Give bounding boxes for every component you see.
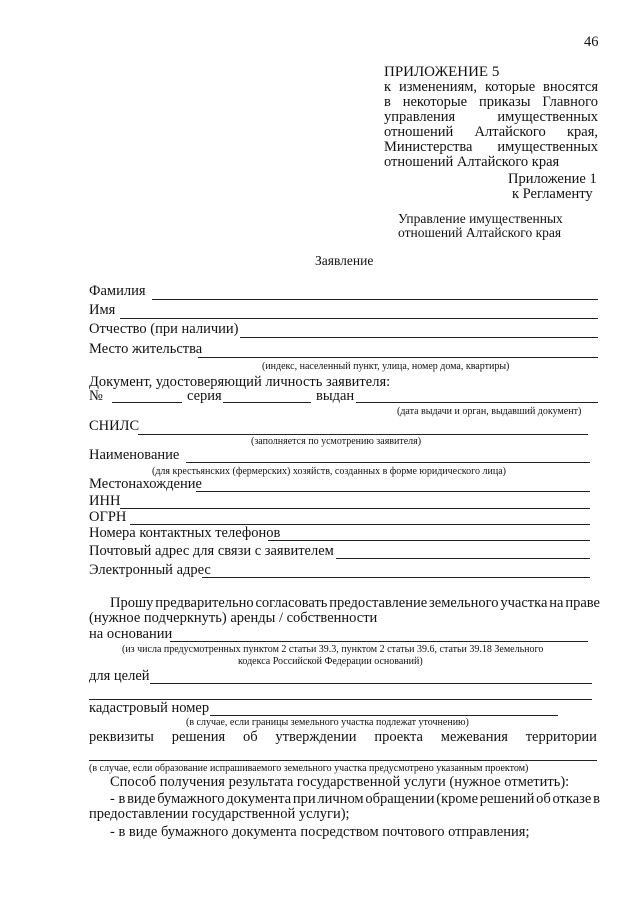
addressee-line2: отношений Алтайского края [398,225,562,240]
residence-hint: (индекс, населенный пункт, улица, номер дома, квартиры) [262,361,510,372]
method-word: - в [110,791,126,807]
residence-label: Место жительства [89,341,203,357]
phones-label: Номера контактных телефонов [89,525,281,541]
method-word: виде [127,791,156,807]
id-series-label: серия [187,388,222,404]
phones-field[interactable] [268,540,590,541]
cadastral-label: кадастровый номер [89,700,210,716]
method-word: решений [479,791,535,807]
method-word: бумажного [157,791,225,807]
basis-field[interactable] [170,641,588,642]
annex-line: в некоторые приказы Главного [384,94,598,110]
name-label: Имя [89,302,116,318]
id-issued-hint: (дата выдачи и орган, выдавший документ) [397,406,582,417]
request-line2: (нужное подчеркнуть) аренды / собственности [89,610,378,626]
basis-hint-line1: (из числа предусмотренных пунктом 2 статьи 39.3, пунктом 2 статьи 39.6, статьи 39.18 Земельного [122,644,544,655]
id-document-label: Документ, удостоверяющий личность заявителя: [89,374,391,390]
addressee-line1: Управление имущественных [398,211,563,226]
basis-hint-line2: кодекса Российской Федерации оснований) [238,656,423,667]
request-word: предоставление [329,595,428,611]
annex-description [384,80,598,170]
method-word: отказе [552,791,592,807]
org-name-field[interactable] [186,462,590,463]
requisites-line [89,729,597,746]
patronymic-field[interactable] [240,337,598,338]
requisites-word: реквизиты [89,729,154,745]
regulation-line2: к Регламенту [512,186,593,202]
email-field[interactable] [202,577,590,578]
method-word: обращении [365,791,435,807]
id-issued-field[interactable] [356,402,598,403]
annex-line: отношений Алтайского края, [384,124,598,140]
snils-field[interactable] [138,434,588,435]
requisites-word: территории [525,729,597,745]
cadastral-field[interactable] [210,715,558,716]
request-word: Прошу [110,595,154,611]
purpose-label: для целей [89,668,150,684]
request-word: земельного [429,595,499,611]
location-field[interactable] [196,491,590,492]
surname-field[interactable] [152,299,598,300]
request-word: участка [500,595,548,611]
patronymic-label: Отчество (при наличии) [89,321,239,337]
purpose-field[interactable] [150,683,592,684]
annex-title: ПРИЛОЖЕНИЕ 5 [384,64,500,80]
snils-hint: (заполняется по усмотрению заявителя) [251,436,422,447]
requisites-word: межевания [440,729,508,745]
annex-line: Министерства имущественных [384,139,598,155]
postal-address-field[interactable] [336,558,590,559]
inn-label: ИНН [89,493,121,509]
location-label: Местонахождение [89,476,202,492]
requisites-word: решения [171,729,226,745]
document-title: Заявление [315,253,374,268]
email-label: Электронный адрес [89,562,211,578]
requisites-word: об [242,729,258,745]
method-word: в [593,791,600,807]
requisites-hint: (в случае, если образование испрашиваемого земельного участка предусмотрено указанным проектом) [89,763,529,774]
page-number: 46 [584,34,599,50]
regulation-line1: Приложение 1 [508,171,597,187]
id-number-label: № [89,388,103,404]
method-word: личном [317,791,364,807]
inn-field[interactable] [120,508,590,509]
request-word: предварительно [155,595,254,611]
method-option2: - в виде бумажного документа посредством почтового отправления; [110,824,530,840]
surname-label: Фамилия [89,283,146,299]
org-name-label: Наименование [89,447,180,463]
id-issued-label: выдан [316,388,355,404]
method-word: при [292,791,316,807]
method-title: Способ получения результата государственной услуги (нужное отметить): [110,774,570,790]
request-word: согласовать [255,595,328,611]
annex-line: управления имущественных [384,109,598,125]
annex-line: к изменениям, которые вносятся [384,79,598,95]
name-field[interactable] [120,318,598,319]
postal-address-label: Почтовый адрес для связи с заявителем [89,543,334,559]
requisites-field[interactable] [89,760,597,761]
requisites-word: утверждении [275,729,357,745]
basis-label: на основании [89,626,173,642]
requisites-word: проекта [374,729,423,745]
method-word: об [536,791,551,807]
ogrn-label: ОГРН [89,509,127,525]
request-word: праве [565,595,600,611]
request-word: на [549,595,564,611]
method-word: (кроме [436,791,479,807]
method-word: документа [226,791,292,807]
method-option1-line2: предоставлении государственной услуги); [89,806,350,822]
org-name-hint: (для крестьянских (фермерских) хозяйств, созданных в форме юридического лица) [152,466,506,477]
id-series-field[interactable] [223,402,311,403]
residence-field[interactable] [198,357,598,358]
snils-label: СНИЛС [89,418,140,434]
id-number-field[interactable] [112,402,182,403]
cadastral-hint: (в случае, если границы земельного участка подлежат уточнению) [186,717,469,728]
annex-line: отношений Алтайского края [384,154,560,170]
